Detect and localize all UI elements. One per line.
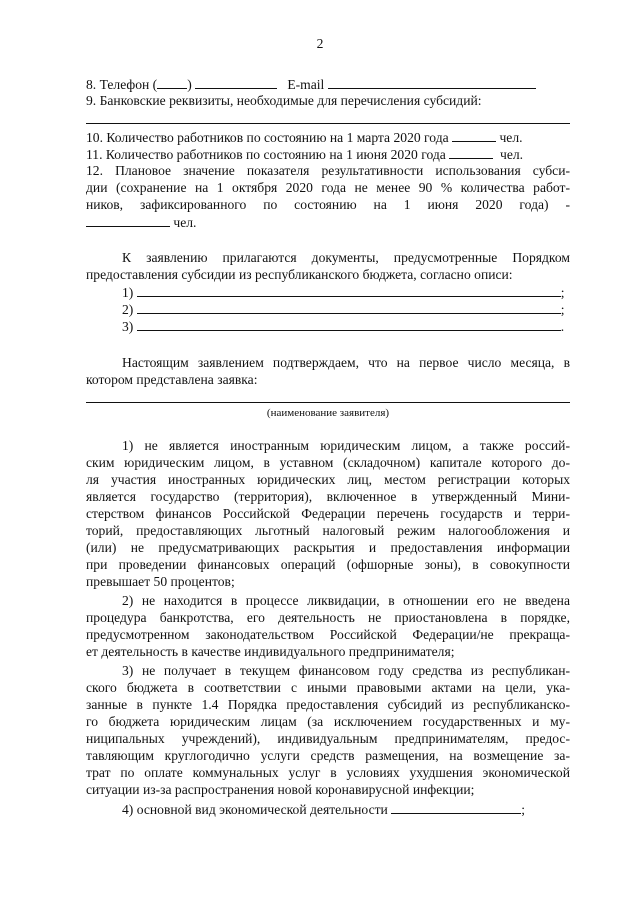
clause-2-line: ет деятельность в качестве индивидуального предпринимателя; xyxy=(86,644,455,659)
employees-june-blank xyxy=(449,146,493,159)
clause-2-line: процедура банкротства, его деятельность не приостановлена в порядке, xyxy=(86,610,570,625)
confirmation-line-1: Настоящим заявлением подтверждаем, что на первое число месяца, в xyxy=(122,355,570,370)
doc-item-end: . xyxy=(560,319,565,334)
employees-june-unit: чел. xyxy=(500,147,524,162)
target-indicator-line-1: 12. Плановое значение показателя результативности использования субси- xyxy=(86,163,570,178)
email-blank xyxy=(328,76,536,89)
target-indicator-blank xyxy=(86,214,170,227)
doc-item-blank xyxy=(137,301,561,314)
clause-1-line: превышает 50 процентов; xyxy=(86,574,235,589)
applicant-name-blank-line xyxy=(86,402,570,403)
email-label: E-mail xyxy=(287,77,325,92)
clause-1-line: торий, предоставляющих льготный налоговый режим налогообложения и xyxy=(86,523,570,538)
activity-type-blank xyxy=(391,801,521,814)
doc-item-number: 1) xyxy=(122,285,134,300)
doc-item-end: ; xyxy=(560,302,565,317)
doc-item-blank xyxy=(137,318,561,331)
clause-1-line: при проведении финансовых операций (офшорные зоны), в совокупности xyxy=(86,557,570,572)
doc-item-3 xyxy=(122,318,572,335)
employees-march-line xyxy=(86,129,570,146)
clause-4-line xyxy=(122,801,570,818)
clause-4-end: ; xyxy=(521,802,526,817)
clause-1-line: ским юридическим лицом, в уставном (складочном) капитале которого до- xyxy=(86,455,570,470)
applicant-name-caption: (наименование заявителя) xyxy=(266,407,390,419)
doc-item-number: 3) xyxy=(122,319,134,334)
phone-number-blank xyxy=(195,76,277,89)
clause-4-text: 4) основной вид экономической деятельности xyxy=(122,802,388,817)
target-indicator-unit: чел. xyxy=(173,215,197,230)
target-indicator-line-4 xyxy=(86,214,570,231)
employees-june-line xyxy=(86,146,570,163)
clause-1-line: является государство (территория), включенное в утвержденный Мини- xyxy=(86,489,570,504)
bank-details-label: 9. Банковские реквизиты, необходимые для перечисления субсидий: xyxy=(86,93,482,108)
employees-june-text: 11. Количество работников по состоянию на 1 июня 2020 года xyxy=(86,147,446,162)
employees-march-text: 10. Количество работников по состоянию на 1 марта 2020 года xyxy=(86,130,449,145)
clause-3-line: го бюджета юридическим лицам (за исключением государственных и му- xyxy=(86,714,570,729)
attached-docs-line-1: К заявлению прилагаются документы, предусмотренные Порядком xyxy=(122,250,570,265)
target-indicator-line-3: ников, зафиксированного по состоянию на 1 июня 2020 года) - xyxy=(86,197,570,212)
clause-2-line: 2) не находится в процессе ликвидации, в отношении его не введена xyxy=(122,593,570,608)
doc-item-1 xyxy=(122,284,572,301)
clause-2-line: предусмотренном законодательством Российской Федерации/не прекраща- xyxy=(86,627,570,642)
clause-3-line: тавляющим круглогодично услуги средств размещения, на возмещение за- xyxy=(86,748,570,763)
phone-label: 8. Телефон ( xyxy=(86,77,158,92)
employees-march-unit: чел. xyxy=(499,130,523,145)
phone-close-paren: ) xyxy=(187,77,192,92)
doc-item-number: 2) xyxy=(122,302,134,317)
attached-docs-line-2: предоставления субсидии из республиканского бюджета, согласно описи: xyxy=(86,267,513,282)
clause-3-line: ниципальных учреждений), индивидуальным предпринимателям, предос- xyxy=(86,731,570,746)
clause-3-line: 3) не получает в текущем финансовом году средства из республикан- xyxy=(122,663,570,678)
phone-code-blank xyxy=(157,76,187,89)
doc-item-2 xyxy=(122,301,572,318)
clause-1-line: 1) не является иностранным юридическим лицом, а также россий- xyxy=(122,438,570,453)
clause-3-line: трат по оплате коммунальных услуг в условиях ухудшения экономической xyxy=(86,765,570,780)
phone-email-line xyxy=(86,76,570,93)
bank-details-blank-line xyxy=(86,123,570,124)
clause-3-line: занные в пункте 1.4 Порядка предоставления субсидий из республиканско- xyxy=(86,697,570,712)
clause-3-line: ского бюджета в соответствии с иными правовыми актами на цели, ука- xyxy=(86,680,570,695)
doc-item-end: ; xyxy=(560,285,565,300)
clause-1-line: стерством финансов Российской Федерации перечень государств и терри- xyxy=(86,506,570,521)
clause-1-line: (или) не предусматривающих раскрытия и предоставления информации xyxy=(86,540,570,555)
target-indicator-line-2: дии (сохранение на 1 октября 2020 года не менее 90 % количества работ- xyxy=(86,180,570,195)
clause-1-line: ля участия иностранных юридических лиц, местом регистрации которых xyxy=(86,472,570,487)
page-number: 2 xyxy=(316,36,324,51)
employees-march-blank xyxy=(452,129,496,142)
confirmation-line-2: котором представлена заявка: xyxy=(86,372,258,387)
doc-item-blank xyxy=(137,284,561,297)
clause-3-line: ситуации из-за распространения новой коронавирусной инфекции; xyxy=(86,782,475,797)
